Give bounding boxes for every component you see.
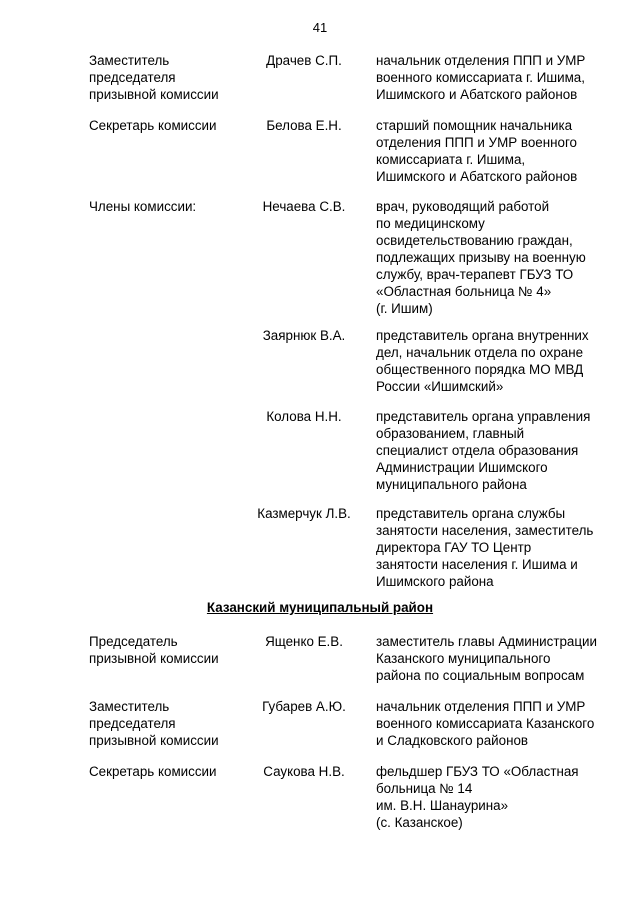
- member-name: Саукова Н.В.: [263, 764, 345, 779]
- member-position-line: занятости населения г. Ишима и: [376, 557, 578, 572]
- member-role-line: призывной комиссии: [89, 651, 219, 666]
- member-role: [89, 198, 254, 215]
- member-position-line: по медицинскому: [376, 216, 485, 231]
- member-name: Белова Е.Н.: [266, 118, 342, 133]
- member-position: [376, 633, 612, 684]
- member-position-line: района по социальным вопросам: [376, 668, 585, 683]
- member-role-line: председателя: [89, 70, 176, 85]
- member-position-line: освидетельствованию граждан,: [376, 233, 573, 248]
- page-number: 41: [312, 20, 328, 35]
- member-position-line: отделения ППП и УМР военного: [376, 135, 578, 150]
- member-position: [376, 117, 612, 185]
- member-name: Колова Н.Н.: [266, 409, 342, 424]
- member-position-line: дел, начальник отдела по охране: [376, 345, 584, 360]
- member-position: [376, 52, 612, 103]
- member-role-line: Заместитель: [89, 53, 170, 68]
- member-position-line: фельдшер ГБУЗ ТО «Областная: [376, 764, 579, 779]
- member-position-line: заместитель главы Администрации: [376, 634, 598, 649]
- member-position-line: военного комиссариата г. Ишима,: [376, 70, 585, 85]
- member-position-line: представитель органа службы: [376, 506, 566, 521]
- member-position: [376, 198, 612, 317]
- member-role-line: Члены комиссии:: [89, 199, 197, 214]
- member-position: [376, 505, 612, 590]
- member-position-line: муниципального района: [376, 477, 527, 492]
- member-position-line: службу, врач-терапевт ГБУЗ ТО: [376, 267, 574, 282]
- member-role: [89, 633, 254, 667]
- member-position-line: (с. Казанское): [376, 815, 463, 830]
- member-position-line: общественного порядка МО МВД: [376, 362, 584, 377]
- member-position-line: подлежащих призыву на военную: [376, 250, 586, 265]
- member-name: Губарев А.Ю.: [262, 699, 346, 714]
- member-role-line: председателя: [89, 716, 176, 731]
- member-role-line: Председатель: [89, 634, 178, 649]
- member-position-line: комиссариата г. Ишима,: [376, 152, 526, 167]
- member-position: [376, 327, 612, 395]
- member-position-line: специалист отдела образования: [376, 443, 579, 458]
- member-role-line: призывной комиссии: [89, 87, 219, 102]
- member-position-line: Казанского муниципального: [376, 651, 551, 666]
- member-position-line: старший помощник начальника: [376, 118, 573, 133]
- member-position: [376, 408, 612, 493]
- member-position-line: начальник отделения ППП и УМР: [376, 699, 586, 714]
- member-role: [89, 117, 254, 134]
- member-position-line: директора ГАУ ТО Центр: [376, 540, 532, 555]
- member-position-line: больница № 14: [376, 781, 473, 796]
- member-role-line: призывной комиссии: [89, 733, 219, 748]
- member-position-line: начальник отделения ППП и УМР: [376, 53, 586, 68]
- member-position: [376, 763, 612, 831]
- member-role: [89, 763, 254, 780]
- member-position-line: (г. Ишим): [376, 301, 433, 316]
- member-position-line: представитель органа управления: [376, 409, 591, 424]
- member-name: Казмерчук Л.В.: [257, 506, 351, 521]
- section-heading: Казанский муниципальный район: [206, 600, 434, 615]
- member-role-line: Заместитель: [89, 699, 170, 714]
- member-role: [89, 698, 254, 749]
- member-position-line: Ишимского и Абатского районов: [376, 87, 578, 102]
- member-role: [89, 52, 254, 103]
- member-position: [376, 698, 612, 749]
- member-role-line: Секретарь комиссии: [89, 118, 217, 133]
- member-position-line: и Сладковского районов: [376, 733, 529, 748]
- member-position-line: военного комиссариата Казанского: [376, 716, 595, 731]
- member-position-line: Ишимского и Абатского районов: [376, 169, 578, 184]
- member-name: Ященко Е.В.: [265, 634, 343, 649]
- member-position-line: России «Ишимский»: [376, 379, 504, 394]
- member-position-line: представитель органа внутренних: [376, 328, 589, 343]
- member-role-line: Секретарь комиссии: [89, 764, 217, 779]
- member-position-line: Администрации Ишимского: [376, 460, 548, 475]
- member-name: Заярнюк В.А.: [262, 328, 346, 343]
- member-position-line: «Областная больница № 4»: [376, 284, 552, 299]
- member-name: Нечаева С.В.: [262, 199, 346, 214]
- member-position-line: занятости населения, заместитель: [376, 523, 594, 538]
- member-position-line: им. В.Н. Шанаурина»: [376, 798, 509, 813]
- member-position-line: образованием, главный: [376, 426, 525, 441]
- member-position-line: Ишимского района: [376, 574, 494, 589]
- member-position-line: врач, руководящий работой: [376, 199, 550, 214]
- member-name: Драчев С.П.: [266, 53, 342, 68]
